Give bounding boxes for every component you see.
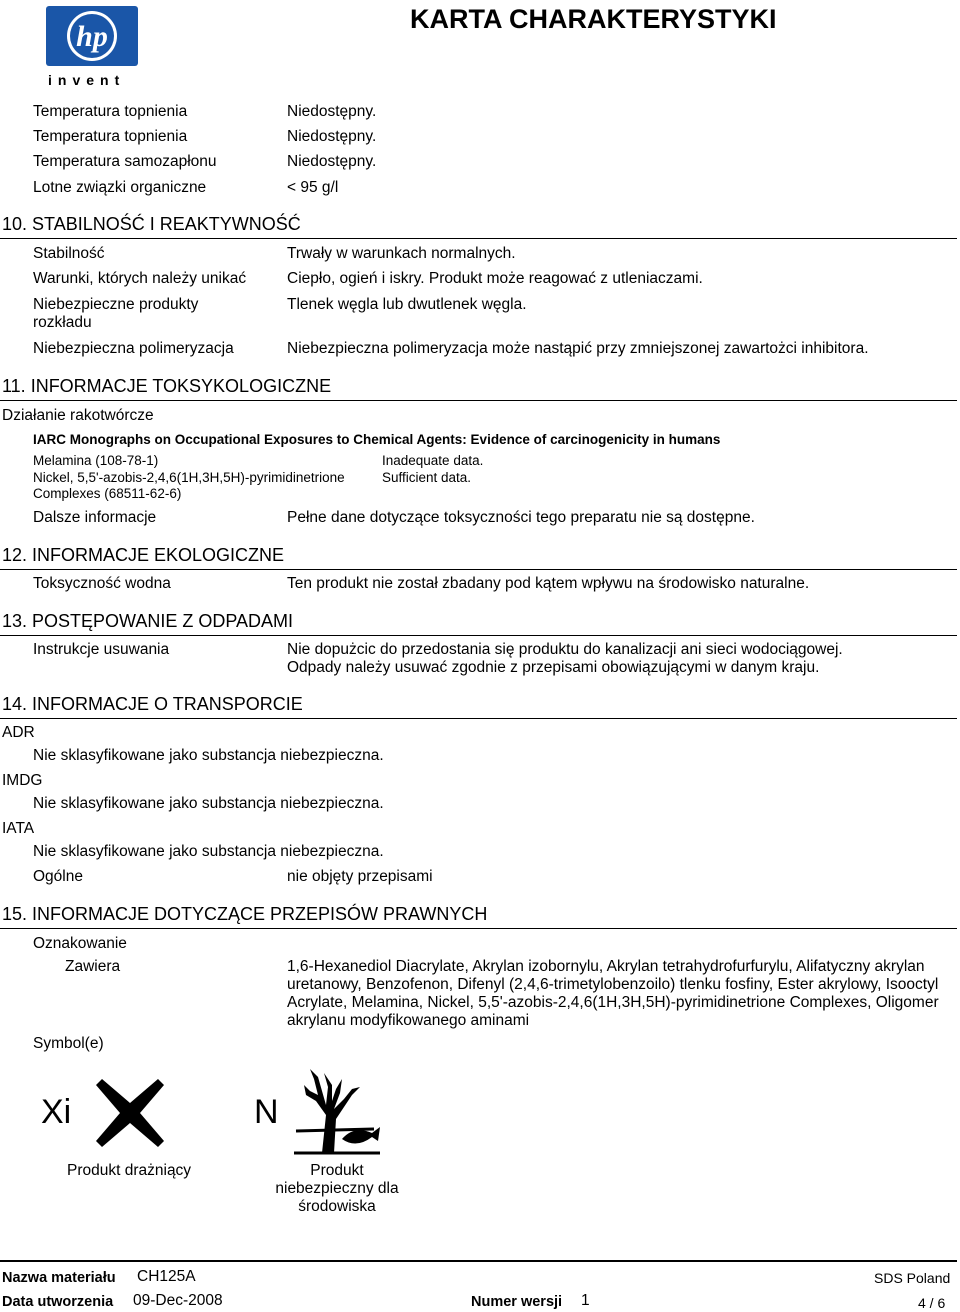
section-divider xyxy=(0,718,957,719)
decomposition-label-line2: rozkładu xyxy=(33,314,92,331)
section-divider xyxy=(0,400,957,401)
more-info-label: Dalsze informacje xyxy=(33,509,157,526)
stability-value: Trwały w warunkach normalnych. xyxy=(287,245,516,262)
section-14-title: 14. INFORMACJE O TRANSPORCIE xyxy=(2,694,303,714)
avoid-value: Ciepło, ogień i iskry. Produkt może reagować z utleniaczami. xyxy=(287,270,703,287)
section-divider xyxy=(0,928,957,929)
document-title: KARTA CHARAKTERYSTYKI xyxy=(410,4,777,34)
prop-label: Temperatura topnienia xyxy=(33,103,188,120)
logo-tagline: invent xyxy=(48,72,126,88)
polymerization-value: Niebezpieczna polimeryzacja może nastąpić przy zmniejszonej zawartożci inhibitora. xyxy=(287,340,869,357)
symbols-label: Symbol(e) xyxy=(33,1035,104,1052)
marking-label: Oznakowanie xyxy=(33,935,127,952)
general-value: nie objęty przepisami xyxy=(287,868,433,885)
section-10-title: 10. STABILNOŚĆ I REAKTYWNOŚĆ xyxy=(2,214,301,234)
decomposition-label: Niebezpieczne produkty xyxy=(33,296,199,313)
aquatic-toxicity-value: Ten produkt nie został zbadany pod kątem wpływu na środowisko naturalne. xyxy=(287,575,810,592)
iarc-item-value: Sufficient data. xyxy=(382,470,472,485)
contains-label: Zawiera xyxy=(65,958,121,975)
prop-label: Temperatura topnienia xyxy=(33,128,188,145)
xi-code: Xi xyxy=(41,1093,72,1131)
section-divider xyxy=(0,635,957,636)
disposal-value: Nie dopużcic do przedostania się produktu do kanalizacji ani sieci wodociągowej. xyxy=(287,641,843,658)
hp-logo xyxy=(44,4,140,68)
iarc-heading: IARC Monographs on Occupational Exposures to Chemical Agents: Evidence of carcinogenicity in humans xyxy=(33,432,721,447)
prop-value: Niedostępny. xyxy=(287,103,377,120)
x-cross-icon xyxy=(92,1075,168,1155)
section-11-title: 11. INFORMACJE TOKSYKOLOGICZNE xyxy=(2,376,332,396)
n-caption: Produkt niebezpieczny dla środowiska xyxy=(275,1162,399,1215)
prop-value: Niedostępny. xyxy=(287,153,377,170)
version-value: 1 xyxy=(581,1292,590,1309)
xi-caption: Produkt drażniący xyxy=(67,1162,192,1179)
polymerization-label: Niebezpieczna polimeryzacja xyxy=(33,340,234,357)
decomposition-value: Tlenek węgla lub dwutlenek węgla. xyxy=(287,296,527,313)
page-number: 4 / 6 xyxy=(918,1295,946,1311)
adr-label: ADR xyxy=(2,724,35,741)
section-12-title: 12. INFORMACJE EKOLOGICZNE xyxy=(2,545,285,565)
creation-date-label: Data utworzenia xyxy=(2,1294,114,1310)
disposal-label: Instrukcje usuwania xyxy=(33,641,170,658)
more-info-value: Pełne dane dotyczące toksyczności tego preparatu nie są dostępne. xyxy=(287,509,755,526)
imdg-value: Nie sklasyfikowane jako substancja niebezpieczna. xyxy=(33,795,384,812)
prop-value: < 95 g/l xyxy=(287,179,339,196)
material-name-label: Nazwa materiału xyxy=(2,1270,116,1286)
iarc-item-name: Nickel, 5,5'-azobis-2,4,6(1H,3H,5H)-pyrimidinetrione xyxy=(33,470,345,485)
prop-label: Temperatura samozapłonu xyxy=(33,153,217,170)
creation-date-value: 09-Dec-2008 xyxy=(133,1292,223,1309)
general-label: Ogólne xyxy=(33,868,83,885)
footer-divider xyxy=(0,1260,957,1262)
material-name-value: CH125A xyxy=(137,1268,196,1285)
prop-value: Niedostępny. xyxy=(287,128,377,145)
disposal-value-line2: Odpady należy usuwać zgodnie z przepisami obowiązującymi w danym kraju. xyxy=(287,659,820,676)
svg-text:hp: hp xyxy=(76,20,108,53)
sds-region: SDS Poland xyxy=(874,1270,951,1286)
section-divider xyxy=(0,569,957,570)
stability-label: Stabilność xyxy=(33,245,105,262)
dead-tree-fish-icon xyxy=(290,1065,384,1163)
iarc-item-name: Melamina (108-78-1) xyxy=(33,453,159,468)
avoid-label: Warunki, których należy unikać xyxy=(33,270,247,287)
section-15-title: 15. INFORMACJE DOTYCZĄCE PRZEPISÓW PRAWNYCH xyxy=(2,904,488,924)
prop-label: Lotne związki organiczne xyxy=(33,179,207,196)
iarc-item-name-line2: Complexes (68511-62-6) xyxy=(33,486,182,501)
iata-value: Nie sklasyfikowane jako substancja niebezpieczna. xyxy=(33,843,384,860)
iata-label: IATA xyxy=(2,820,35,837)
contains-value: 1,6-Hexanediol Diacrylate, Akrylan izobornylu, Akrylan tetrahydrofurfurylu, Alifatyczny akrylan uretanowy, Benzofenon, Difenyl (2,4,6-trimetylobenzoilo) tlenku fosfiny, Ester akrylowy, Isooctyl Acrylate, Melamina, Nickel, 5,5'-azobis-2,4,6(1H,3H,5H)-pyrimidinetrione Complexes, Oligomer akrylanu modyfikowanego aminami xyxy=(287,958,939,1029)
section-13-title: 13. POSTĘPOWANIE Z ODPADAMI xyxy=(2,611,294,631)
section-divider xyxy=(0,238,957,239)
carcinogenicity-label: Działanie rakotwórcze xyxy=(2,407,154,424)
adr-value: Nie sklasyfikowane jako substancja niebezpieczna. xyxy=(33,747,384,764)
aquatic-toxicity-label: Toksyczność wodna xyxy=(33,575,171,592)
version-label: Numer wersji xyxy=(471,1294,563,1310)
iarc-item-value: Inadequate data. xyxy=(382,453,484,468)
n-code: N xyxy=(254,1093,279,1131)
imdg-label: IMDG xyxy=(2,772,43,789)
